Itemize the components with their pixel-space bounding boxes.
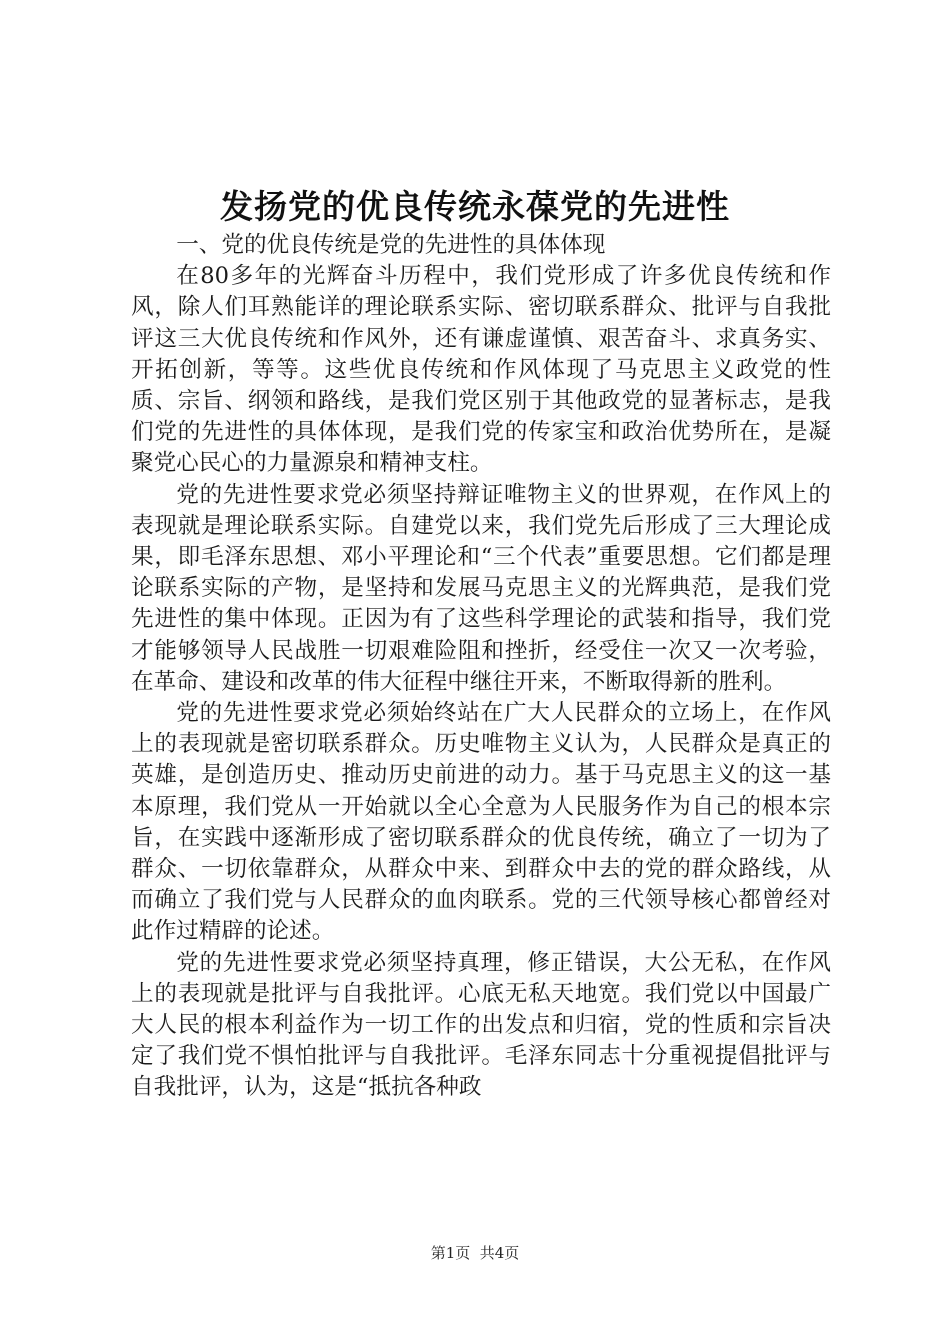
paragraph: 党的先进性要求党必须坚持真理，修正错误，大公无私，在作风上的表现就是批评与自我批评。心底无私天地宽。我们党以中国最广大人民的根本利益作为一切工作的出发点和归宿，党的性质和宗旨决定了我们党不惧怕批评与自我批评。毛泽东同志十分重视提倡批评与自我批评，认为，这是“抵抗各种政 [131, 949, 831, 1101]
paragraph: 党的先进性要求党必须始终站在广大人民群众的立场上，在作风上的表现就是密切联系群众。历史唯物主义认为，人民群众是真正的英雄，是创造历史、推动历史前进的动力。基于马克思主义的这一基本原理，我们党从一开始就以全心全意为人民服务作为自己的根本宗旨，在实践中逐渐形成了密切联系群众的优良传统，确立了一切为了群众、一切依靠群众，从群众中来、到群众中去的党的群众路线，从而确立了我们党与人民群众的血肉联系。党的三代领导核心都曾经对此作过精辟的论述。 [131, 700, 831, 945]
paragraph: 在80多年的光辉奋斗历程中，我们党形成了许多优良传统和作风，除人们耳熟能详的理论联系实际、密切联系群众、批评与自我批评这三大优良传统和作风外，还有谦虚谨慎、艰苦奋斗、求真务实、开拓创新，等等。这些优良传统和作风体现了马克思主义政党的性质、宗旨、纲领和路线，是我们党区别于其他政党的显著标志，是我们党的先进性的具体体现，是我们党的传家宝和政治优势所在，是凝聚党心民心的力量源泉和精神支柱。 [131, 263, 831, 477]
document-body [131, 230, 831, 1104]
paragraph: 党的先进性要求党必须坚持辩证唯物主义的世界观，在作风上的表现就是理论联系实际。自建党以来，我们党先后形成了三大理论成果，即毛泽东思想、邓小平理论和“三个代表”重要思想。它们都是理论联系实际的产物，是坚持和发展马克思主义的光辉典范，是我们党先进性的集中体现。正因为有了这些科学理论的武装和指导，我们党才能够领导人民战胜一切艰难险阻和挫折，经受住一次又一次考验，在革命、建设和改革的伟大征程中继往开来，不断取得新的胜利。 [131, 481, 831, 695]
page-footer: 第1页 共4页 [430, 1244, 520, 1262]
document-title: 发扬党的优良传统永葆党的先进性 [220, 187, 730, 226]
section-heading: 一、党的优良传统是党的先进性的具体体现 [176, 232, 606, 258]
